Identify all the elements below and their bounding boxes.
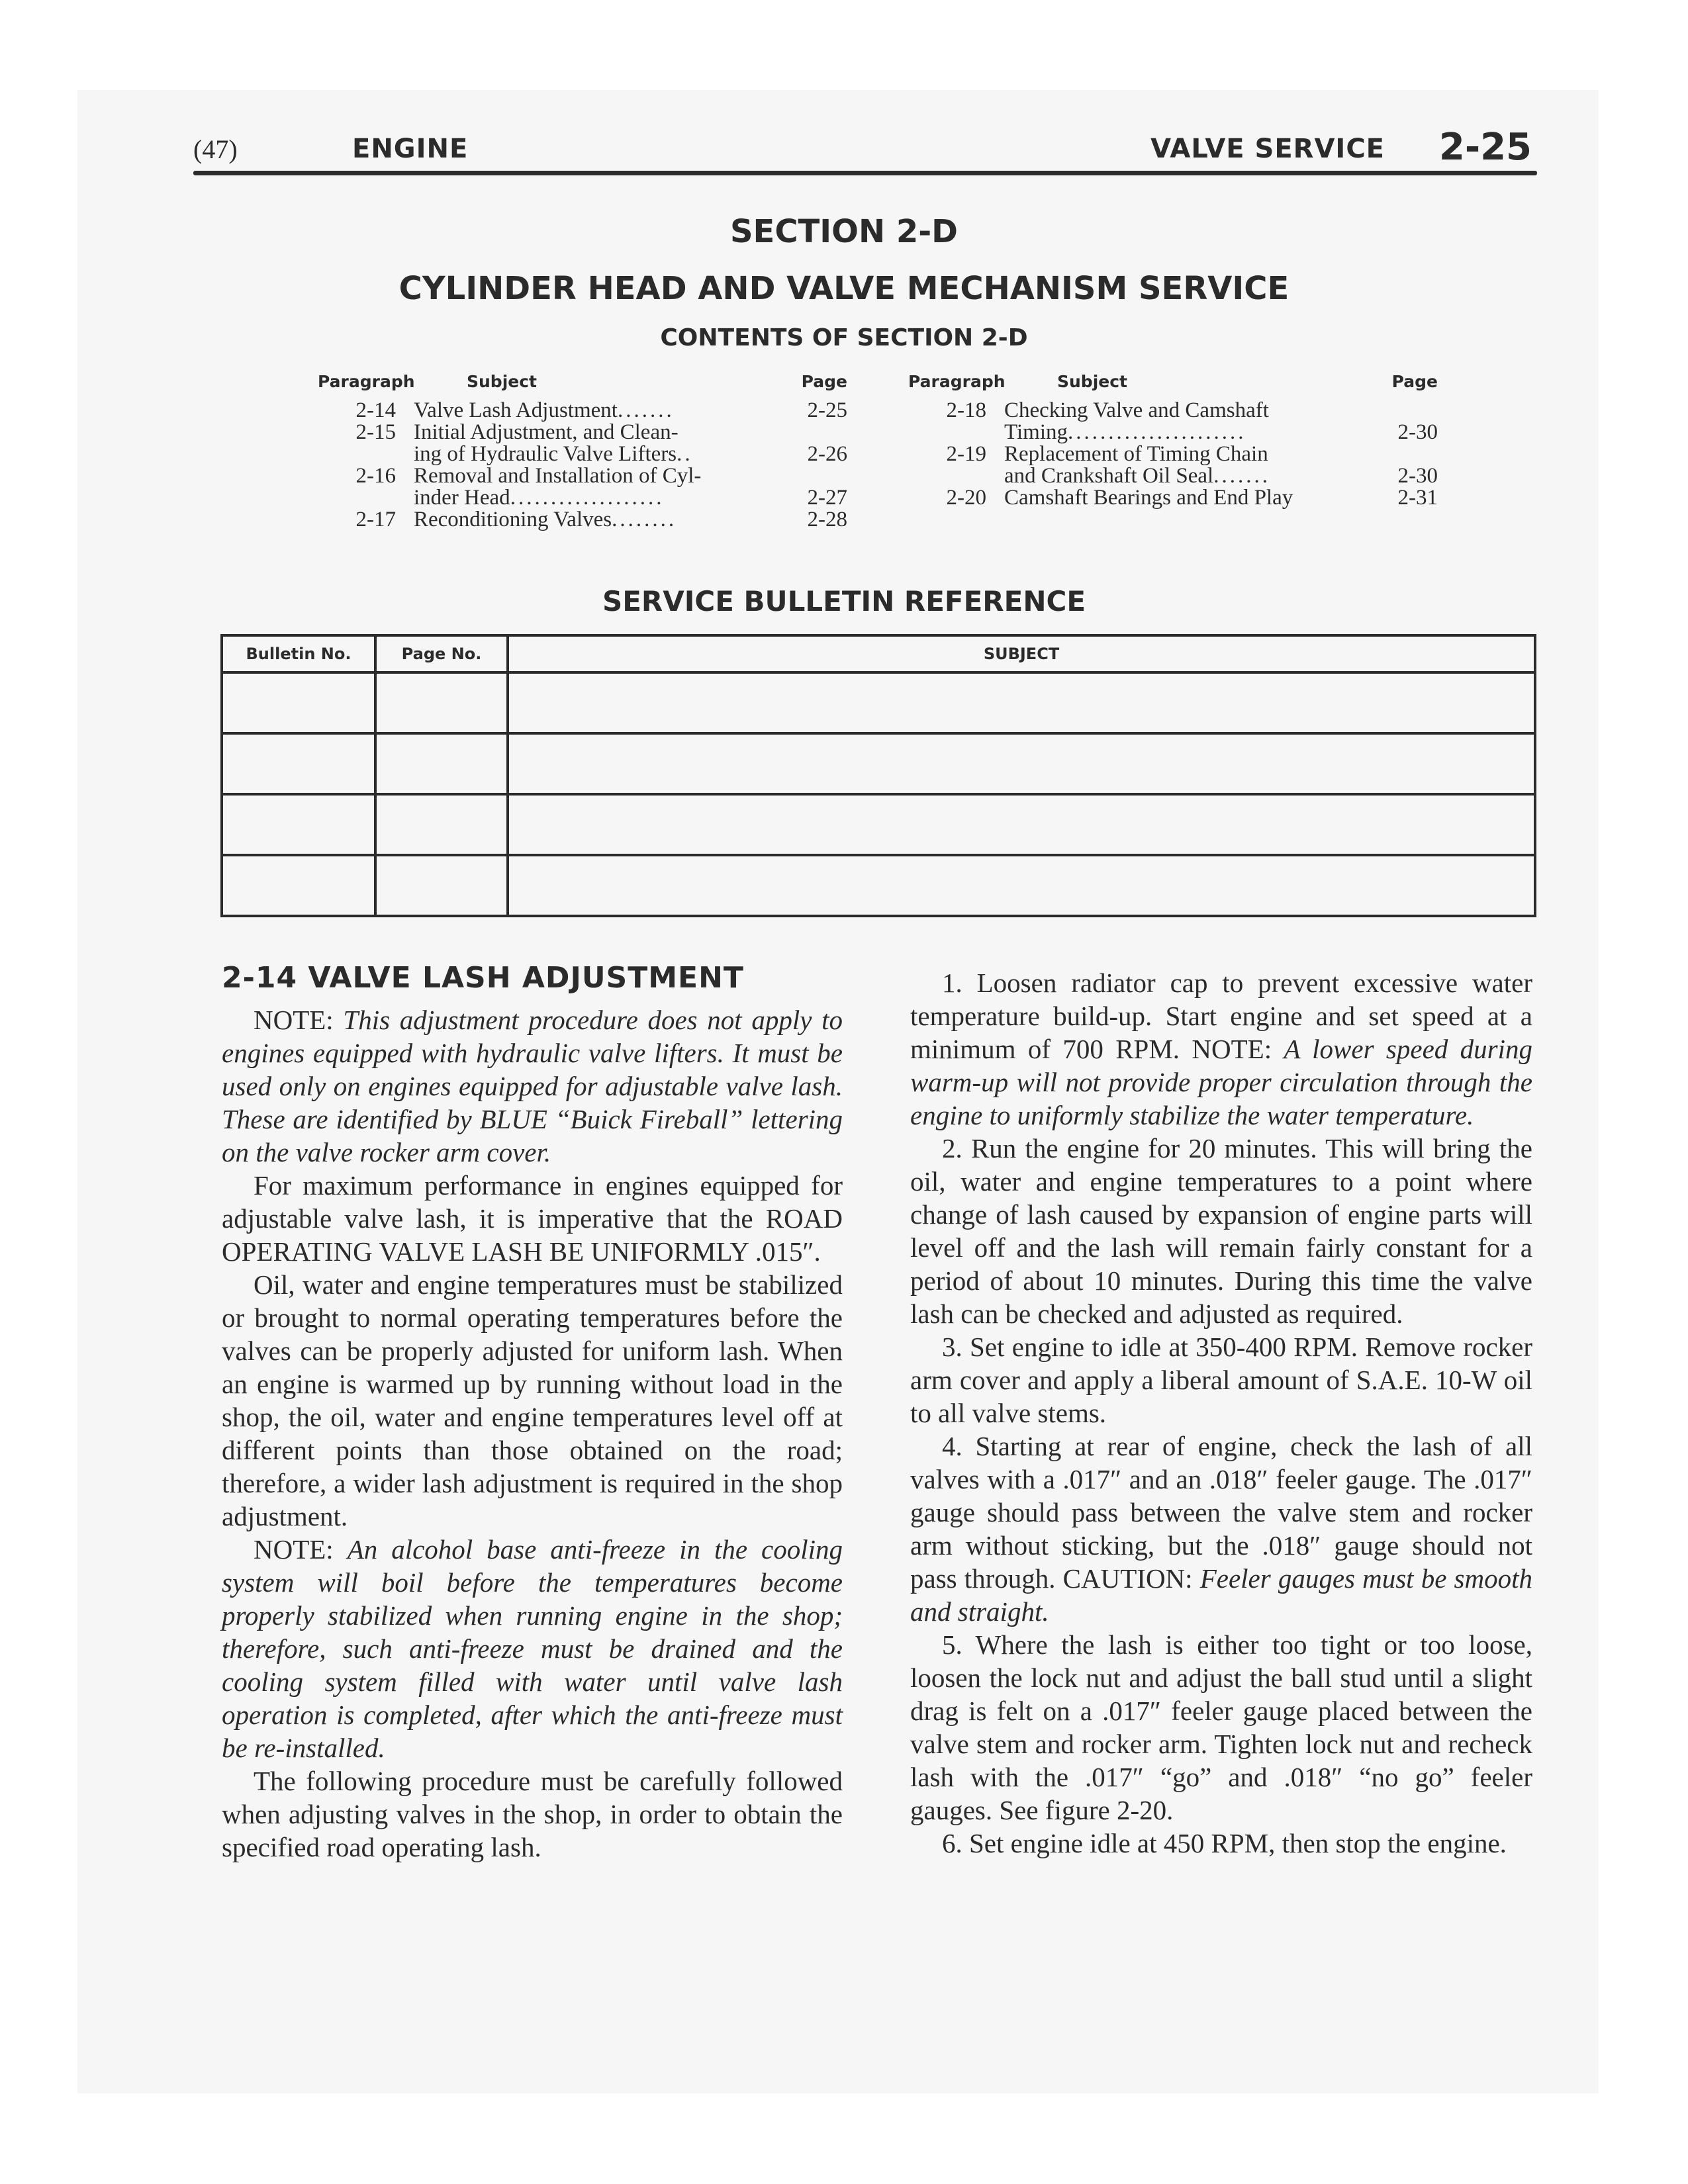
paragraph-header: Paragraph: [318, 372, 415, 391]
contents-header: [908, 372, 1438, 400]
entry-page: 2-26: [807, 442, 847, 466]
note-text: This adjustment procedure does not apply to engines equipped with hydraulic valve lifters. It must be used only on engines equipped for adjustable valve lash. These are identified by BLUE “Buick Fireball” lettering on the valve rocker arm cover.: [222, 1005, 843, 1167]
entry-subject-cont: and Crankshaft Oil Seal: [1004, 464, 1214, 488]
contents-entry[interactable]: [908, 400, 1438, 443]
contents-entry[interactable]: [318, 509, 847, 531]
note-text: An alcohol base anti-freeze in the cooling system will boil before the temperatures become properly stabilized when running engine in the shop; therefore, such anti-freeze must be drained and the cooling system filled with water until valve lash operation is completed, after which the anti-freeze must be re-installed.: [222, 1534, 843, 1763]
contents-left: [318, 372, 847, 531]
procedure-step: 6. Set engine idle at 450 RPM, then stop the engine.: [942, 1828, 1507, 1858]
leader-dots: .......: [1213, 464, 1270, 488]
bulletin-no-cell[interactable]: [222, 733, 375, 794]
entry-subject-cont: inder Head: [414, 486, 510, 510]
page-header: Page: [1391, 372, 1438, 391]
entry-page: 2-30: [1397, 420, 1438, 444]
entry-subject: Checking Valve and Camshaft: [1004, 398, 1269, 422]
body-paragraph: The following procedure must be carefully followed when adjusting valves in the shop, in order to obtain the specified road operating lash.: [222, 1766, 843, 1862]
contents-title: CONTENTS OF SECTION 2-D: [660, 324, 1028, 351]
body-left-column: [222, 958, 843, 1864]
entry-page: 2-30: [1397, 464, 1438, 488]
table-row: [222, 672, 1535, 733]
contents-entry[interactable]: [318, 465, 847, 509]
chapter-title: ENGINE: [352, 134, 469, 164]
bulletin-no-cell[interactable]: [222, 855, 375, 916]
procedure-step: 2. Run the engine for 20 minutes. This will bring the oil, water and engine temperatures to a point where change of lash caused by expansion of engine parts will level off and the lash will remain fairly constant for a period of about 10 minutes. During this time the valve lash can be checked and adjusted as required.: [910, 1133, 1532, 1329]
subject-cell[interactable]: [508, 733, 1535, 794]
section-heading: SECTION 2-D: [729, 213, 959, 250]
page-no-cell[interactable]: [375, 672, 508, 733]
procedure-step: [910, 1430, 1532, 1628]
paragraph-number: 2-17: [355, 508, 396, 531]
paragraph-number: 2-14: [355, 398, 396, 422]
contents-entry[interactable]: [908, 443, 1438, 487]
procedure-step: 5. Where the lash is either too tight or too loose, loosen the lock nut and adjust the ball stud until a slight drag is felt on a .017″ feeler gauge placed between the valve stem and rocker arm. Tighten lock nut and recheck lash with the .017″ “go” and .018″ “no go” feeler gauges. See figure 2-20.: [910, 1629, 1532, 1825]
leader-dots: ...................: [510, 486, 665, 510]
leader-dots: ......................: [1068, 420, 1246, 444]
page-no-cell[interactable]: [375, 733, 508, 794]
bulletin-table: [220, 634, 1536, 917]
subject-cell[interactable]: [508, 794, 1535, 855]
entry-page: 2-27: [807, 486, 847, 510]
contents-entry[interactable]: [318, 400, 847, 422]
page-index: (47): [193, 134, 238, 164]
subject-cell[interactable]: [508, 672, 1535, 733]
contents-right: [908, 372, 1438, 509]
running-header: [193, 126, 1537, 176]
contents-entry[interactable]: [908, 487, 1438, 509]
leader-dots: ..: [677, 442, 693, 466]
bulletin-no-cell[interactable]: [222, 672, 375, 733]
section-title: VALVE SERVICE: [1150, 134, 1385, 164]
body-right-column: [910, 966, 1532, 1860]
bulletin-header-row: [222, 635, 1535, 672]
entry-subject: Initial Adjustment, and Clean-: [414, 420, 679, 444]
bulletin-no-header: Bulletin No.: [222, 635, 375, 672]
entry-subject: Camshaft Bearings and End Play: [1004, 486, 1293, 510]
leader-dots: .......: [617, 398, 675, 422]
paragraph-number: 2-20: [946, 486, 986, 510]
table-row: [222, 733, 1535, 794]
procedure-step: 3. Set engine to idle at 350-400 RPM. Remove rocker arm cover and apply a liberal amount of S.A.E. 10-W oil to all valve stems.: [910, 1332, 1532, 1428]
note-paragraph: [222, 1533, 843, 1764]
subject-header: Subject: [1057, 372, 1127, 391]
page-header: Page: [801, 372, 847, 391]
paragraph-number: 2-19: [946, 442, 986, 466]
bulletin-title: SERVICE BULLETIN REFERENCE: [602, 585, 1086, 617]
body-paragraph: Oil, water and engine temperatures must be stabilized or brought to normal operating temperatures before the valves can be properly adjusted for uniform lash. When an engine is warmed up by running without load in the shop, the oil, water and engine temperatures level off at different points than those obtained on the road; therefore, a wider lash adjustment is required in the shop adjustment.: [222, 1269, 843, 1531]
subject-cell[interactable]: [508, 855, 1535, 916]
entry-page: 2-28: [807, 508, 847, 531]
step-text: 1. Loosen radiator cap to prevent excessive water temperature build-up. Start engine and set speed at a minimum of 700 RPM. NOTE:: [910, 968, 1532, 1064]
page-no-cell[interactable]: [375, 855, 508, 916]
bulletin-no-cell[interactable]: [222, 794, 375, 855]
leader-dots: ........: [612, 508, 677, 531]
note-label: NOTE:: [254, 1534, 334, 1565]
entry-subject: Valve Lash Adjustment: [414, 398, 618, 422]
paragraph-header: Paragraph: [908, 372, 1006, 391]
entry-subject-cont: Timing: [1004, 420, 1068, 444]
entry-subject: Replacement of Timing Chain: [1004, 442, 1268, 466]
step-caution: Feeler gauges must be smooth and straight.: [910, 1563, 1533, 1627]
step-note: A lower speed during warm-up will not provide proper circulation through the engine to uniformly stabilize the water temperature.: [910, 1034, 1532, 1130]
page-number: 2-25: [1438, 126, 1532, 169]
table-row: [222, 794, 1535, 855]
contents-entry[interactable]: [318, 422, 847, 465]
paragraph-number: 2-16: [355, 464, 396, 488]
note-paragraph: [222, 1003, 843, 1169]
entry-page: 2-25: [807, 398, 847, 422]
paragraph-heading: 2-14 VALVE LASH ADJUSTMENT: [222, 961, 744, 995]
body-paragraph: For maximum performance in engines equipped for adjustable valve lash, it is imperative that the ROAD OPERATING VALVE LASH BE UNIFORMLY .015″.: [222, 1170, 843, 1267]
page-no-cell[interactable]: [375, 794, 508, 855]
note-label: NOTE:: [254, 1005, 334, 1035]
entry-page: 2-31: [1397, 486, 1438, 510]
subject-header: Subject: [467, 372, 537, 391]
procedure-step: [910, 966, 1532, 1132]
section-subtitle: CYLINDER HEAD AND VALVE MECHANISM SERVICE: [399, 270, 1289, 307]
page-no-header: Page No.: [375, 635, 508, 672]
entry-subject-cont: ing of Hydraulic Valve Lifters: [414, 442, 677, 466]
subject-header: SUBJECT: [508, 635, 1535, 672]
paragraph-number: 2-15: [355, 420, 396, 444]
step-text: 4. Starting at rear of engine, check the lash of all valves with a .017″ and an .018″ feeler gauge. The .017″ gauge should pass between the valve stem and rocker arm without sticking, but the .018″ gauge should not pass through. CAUTION:: [910, 1431, 1532, 1594]
entry-subject: Reconditioning Valves: [414, 508, 612, 531]
contents-header: [318, 372, 847, 400]
paragraph-number: 2-18: [946, 398, 986, 422]
header-rule: [193, 171, 1537, 175]
entry-subject: Removal and Installation of Cyl-: [414, 464, 702, 488]
table-row: [222, 855, 1535, 916]
